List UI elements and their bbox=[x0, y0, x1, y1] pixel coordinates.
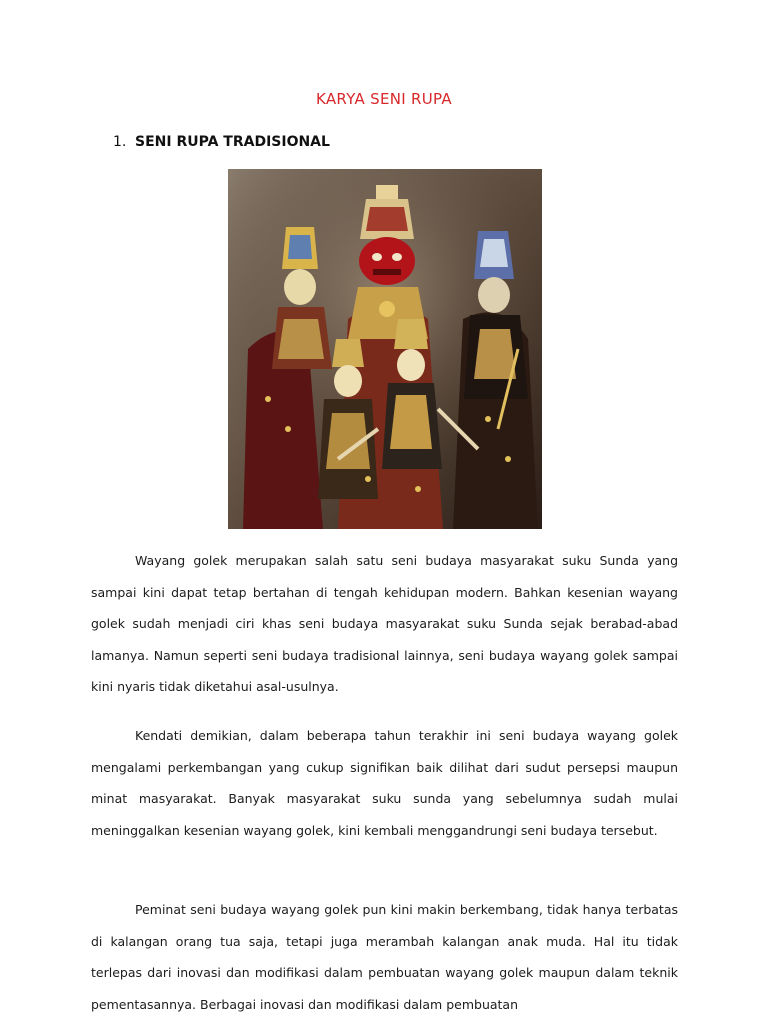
paragraph-1 bbox=[91, 545, 678, 703]
paragraph-2 bbox=[91, 720, 678, 846]
section-heading bbox=[113, 134, 330, 150]
section-heading-text: SENI RUPA TRADISIONAL bbox=[135, 134, 330, 150]
page-title: KARYA SENI RUPA bbox=[316, 90, 452, 108]
paragraph-1-text: Wayang golek merupakan salah satu seni budaya masyarakat suku Sunda yang sampai kini dapat tetap bertahan di tengah kehidupan modern. Bahkan kesenian wayang golek sudah menjadi ciri khas seni budaya masyarakat suku Sunda sejak berabad-abad lamanya. Namun seperti seni budaya tradisional lainnya, seni budaya wayang golek sampai kini nyaris tidak diketahui asal-usulnya. bbox=[91, 553, 678, 694]
section-number: 1. bbox=[113, 134, 127, 150]
wayang-golek-photo bbox=[228, 169, 542, 529]
paragraph-2-text: Kendati demikian, dalam beberapa tahun terakhir ini seni budaya wayang golek mengalami perkembangan yang cukup signifikan baik dilihat dari sudut persepsi maupun minat masyarakat. Banyak masyarakat suku sunda yang sebelumnya sudah mulai meninggalkan kesenian wayang golek, kini kembali menggandrungi seni budaya tersebut. bbox=[91, 728, 678, 838]
paragraph-3-text: Peminat seni budaya wayang golek pun kini makin berkembang, tidak hanya terbatas di kalangan orang tua saja, tetapi juga merambah kalangan anak muda. Hal itu tidak terlepas dari inovasi dan modifikasi dalam pembuatan wayang golek maupun dalam teknik pementasannya. Berbagai inovasi dan modifikasi dalam pembuatan bbox=[91, 902, 678, 1012]
paragraph-3 bbox=[91, 894, 678, 1020]
